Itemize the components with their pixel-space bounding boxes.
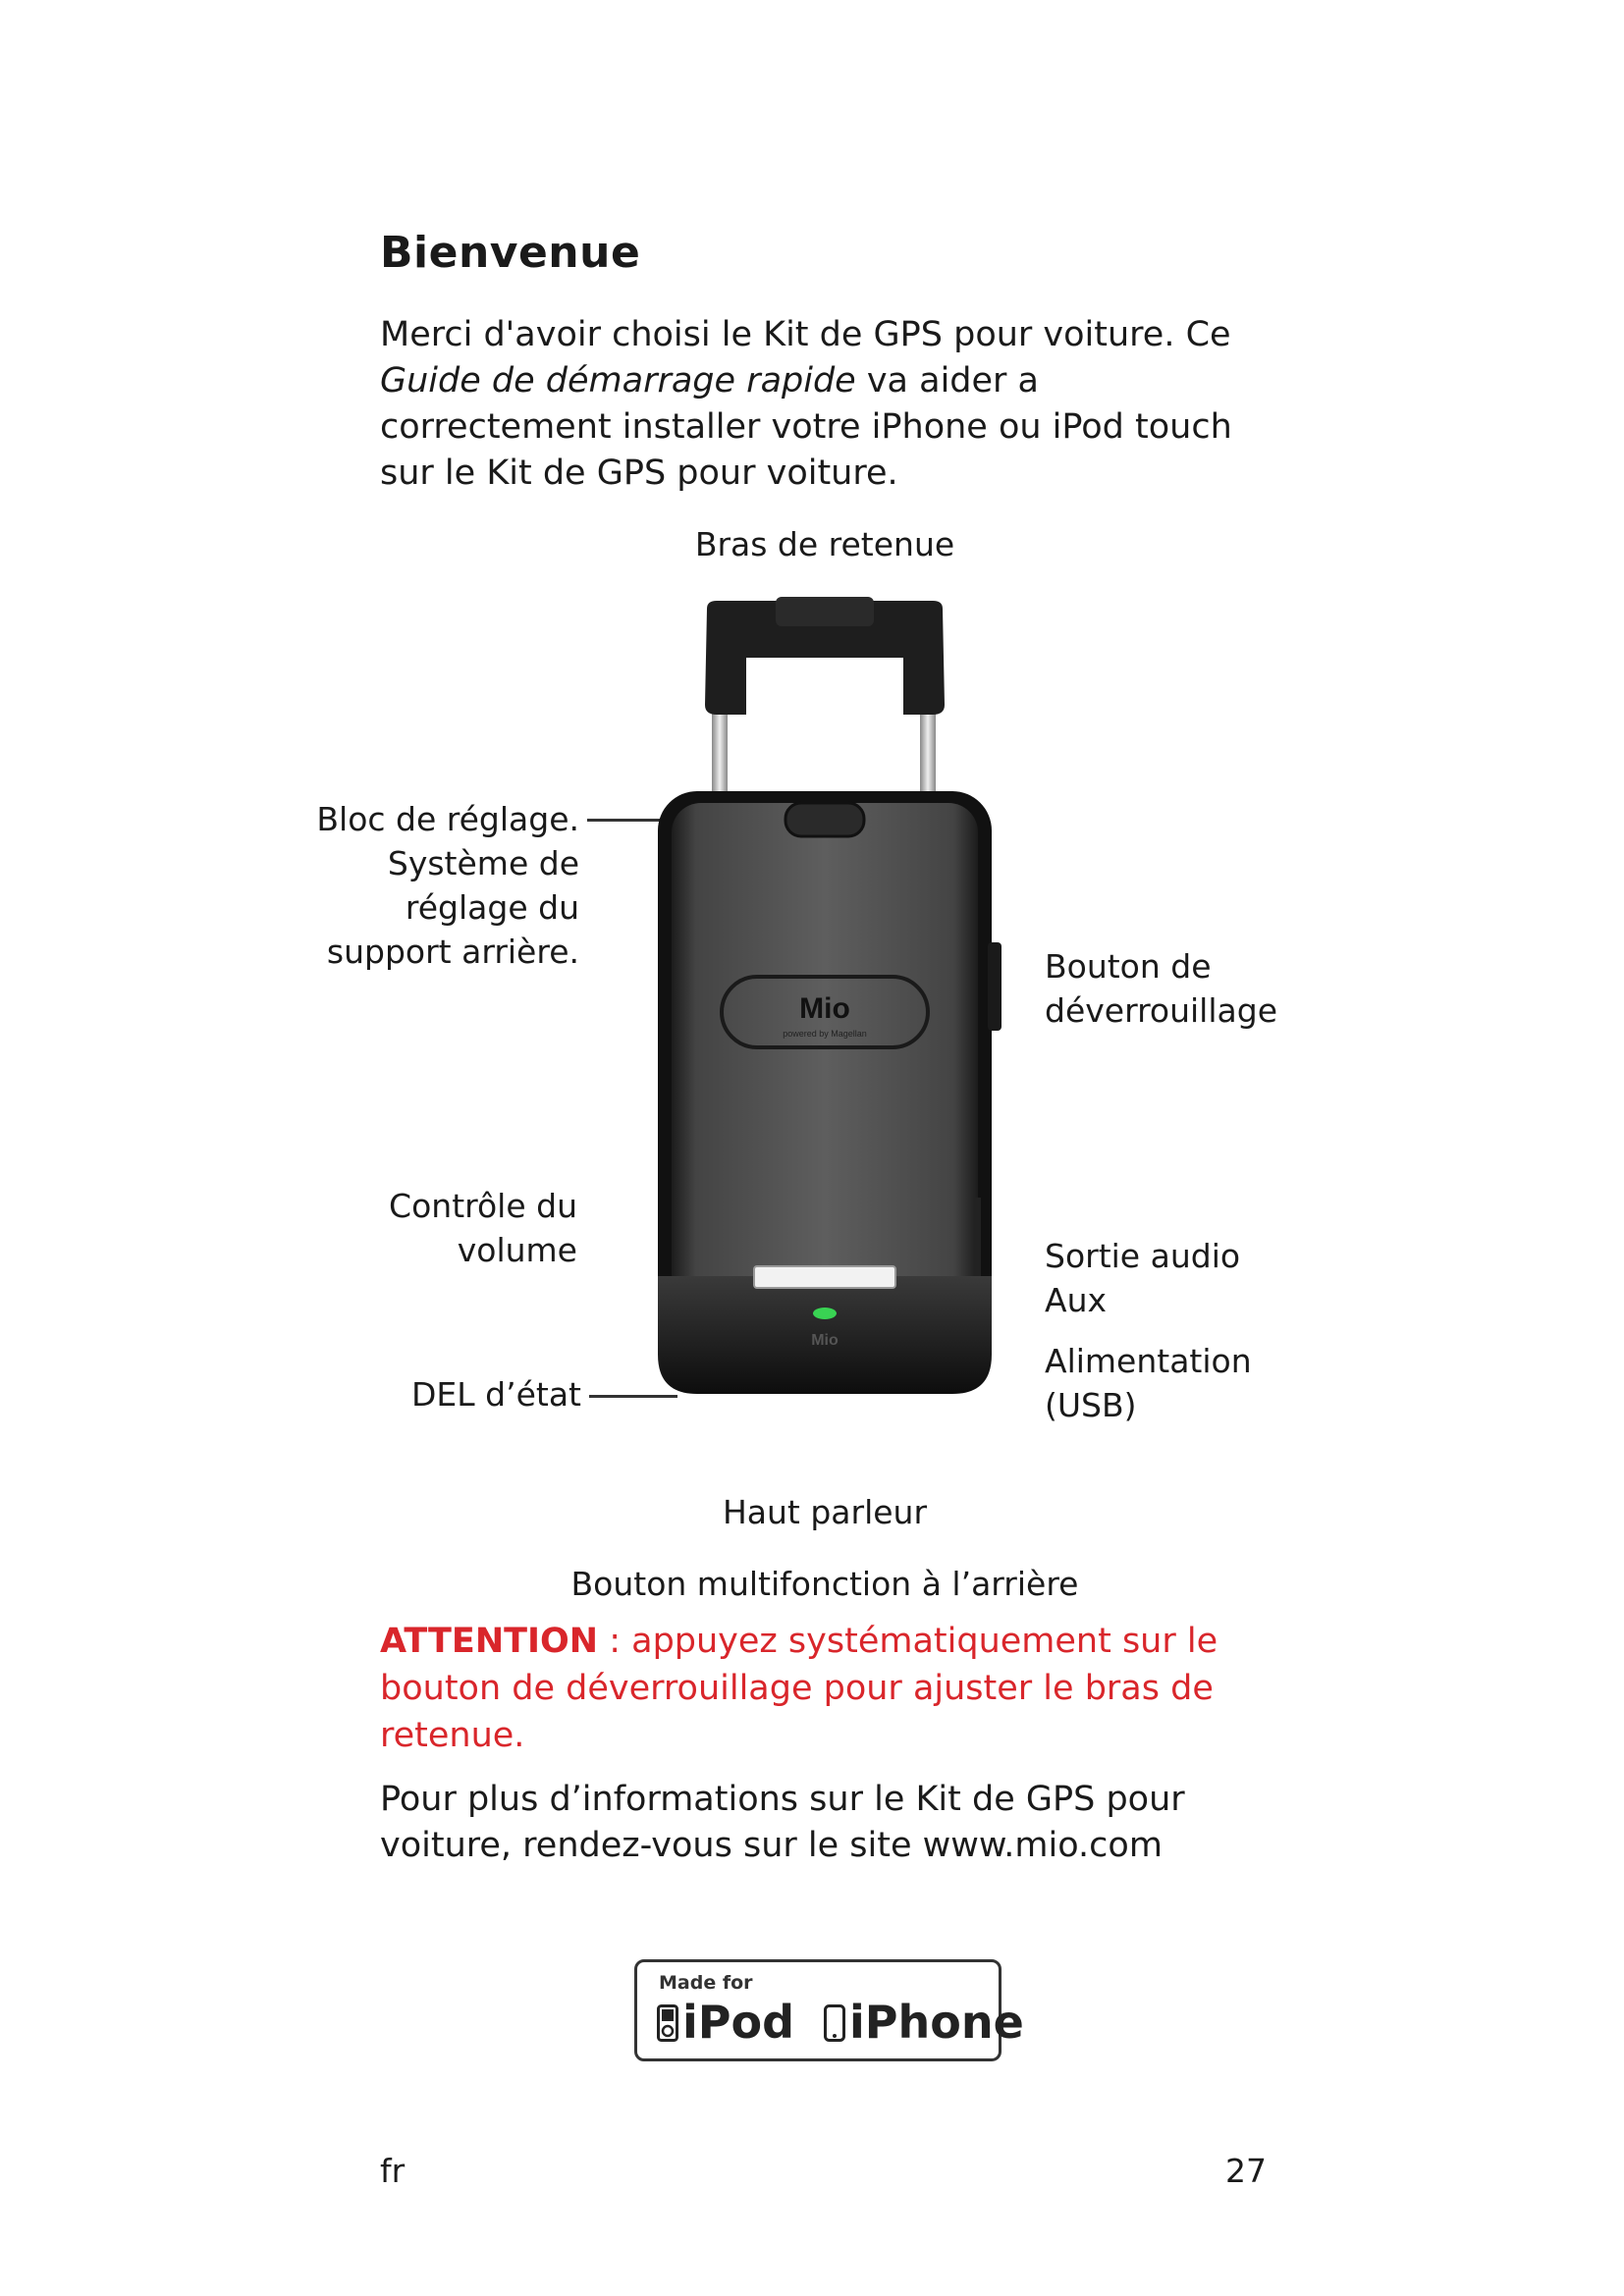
label-multifunction-button: Bouton multifonction à l’arrière [570, 1565, 1079, 1603]
intro-paragraph [380, 312, 1273, 497]
badge-ipod-text: iPod [682, 1996, 795, 2049]
label-line: (USB) [1045, 1386, 1137, 1424]
label-line: Sortie audio [1045, 1237, 1241, 1275]
label-speaker: Haut parleur [722, 1493, 928, 1531]
iphone-icon [824, 2000, 845, 2053]
label-adjustment-block [295, 797, 579, 974]
status-led [813, 1308, 837, 1319]
made-for-ipod-iphone-badge [634, 1959, 1024, 2061]
label-unlock-button [1045, 944, 1339, 1033]
label-line: Aux [1045, 1281, 1108, 1319]
label-line: Système de [387, 844, 579, 882]
label-status-led: DEL d’état [411, 1375, 581, 1414]
intro-text-1: Merci d'avoir choisi le Kit de GPS pour voiture. Ce [380, 315, 1231, 354]
attention-keyword: ATTENTION [380, 1622, 599, 1661]
label-retaining-arm: Bras de retenue [694, 525, 955, 563]
dock-connector [754, 1266, 895, 1288]
label-power-usb [1045, 1339, 1339, 1427]
label-line: volume [457, 1231, 577, 1269]
arm-grip [776, 597, 874, 626]
footer-language: fr [380, 2152, 406, 2190]
mio-logo-text: Mio [799, 992, 850, 1025]
label-line: Bouton de [1045, 947, 1212, 986]
page-title: Bienvenue [380, 228, 641, 278]
attention-text: : appuyez systématiquement sur le bouton de déverrouillage pour ajuster le bras de retenue. [380, 1622, 1218, 1755]
mio-tagline: powered by Magellan [783, 1029, 867, 1039]
ipod-icon [657, 2000, 678, 2053]
label-volume-control [295, 1184, 577, 1272]
more-info-paragraph: Pour plus d’informations sur le Kit de GPS pour voiture, rendez-vous sur le site www.mio.com [380, 1780, 1185, 1865]
adjustment-block[interactable] [785, 803, 864, 836]
unlock-button[interactable] [988, 942, 1001, 1031]
intro-text-2: va aider a correctement installer votre iPhone ou iPod touch sur le Kit de GPS pour voiture. [380, 361, 1232, 493]
page-number: 27 [1225, 2152, 1267, 2190]
label-line: déverrouillage [1045, 991, 1277, 1030]
badge-devices [657, 1996, 1024, 2053]
label-aux-audio [1045, 1234, 1339, 1322]
attention-note [380, 1618, 1244, 1759]
badge-iphone-text: iPhone [849, 1996, 1024, 2049]
intro-guide-title: Guide de démarrage rapide [380, 361, 856, 400]
label-line: support arrière. [326, 933, 579, 971]
car-kit-device-illustration [638, 589, 1011, 1463]
label-line: Alimentation [1045, 1342, 1252, 1380]
label-line: Contrôle du [389, 1187, 577, 1225]
badge-made-for: Made for [659, 1972, 753, 1994]
label-line: réglage du [405, 888, 579, 927]
base-logo: Mio [811, 1332, 839, 1349]
label-line: Bloc de réglage. [316, 800, 579, 838]
